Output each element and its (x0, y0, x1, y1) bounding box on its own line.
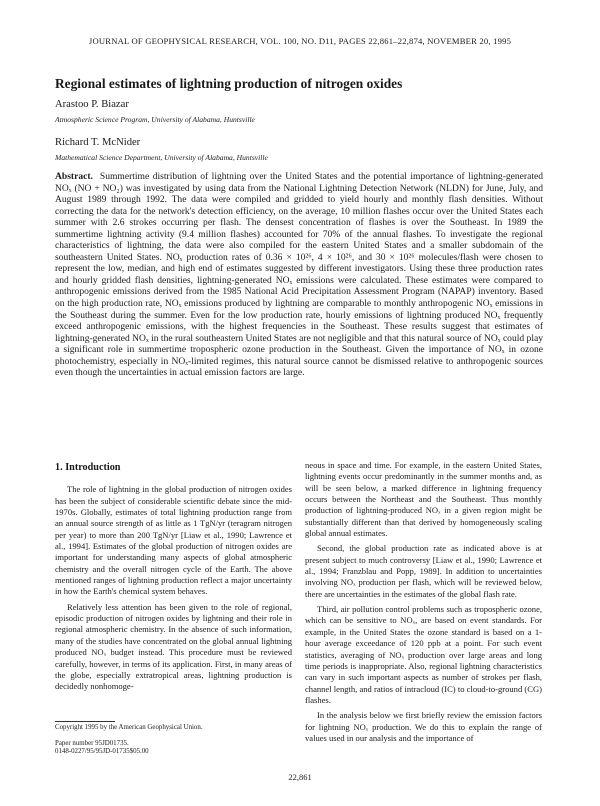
author-affiliation: Atmospheric Science Program, University of Alabama, Huntsville (55, 115, 255, 124)
abstract-text: Summertime distribution of lightning over the United States and the potential importance of lightning-generated NOₓ (NO + NO₂) was investigated by using data from the National Lightning Detection Network (NLDN) for June, July, and August 1989 through 1992. The data were compiled and gridded to yield hourly and monthly flash densities. Without correcting the data for the network's detection efficiency, on the average, 10 million flashes occur over the United States each summer with 2.6 strokes occurring per flash. The densest concentration of flashes is over the Southeast. In 1989 the summertime lightning activity (9.4 million flashes) accounted for 70% of the annual flashes. To investigate the regional characteristics of lightning, the data were also compiled for the eastern United States and a smaller subdomain of the southeastern United States. NOₓ production rates of 0.36 × 10²⁶, 4 × 10²⁶, and 30 × 10²⁶ molecules/flash were chosen to represent the low, median, and high end of estimates suggested by different investigators. Using these three production rates and hourly gridded flash densities, lightning-generated NOₓ emissions were calculated. These estimates were compared to anthropogenic emissions derived from the 1985 National Acid Precipitation Assessment Program (NAPAP) inventory. Based on the high production rate, NOₓ emissions produced by lightning are comparable to monthly anthropogenic NOₓ emissions in the Southeast during the summer. Even for the low production rate, hourly emissions of lightning produced NOₓ frequently exceed anthropogenic emissions, with the highest frequencies in the Southeast. These results suggest that estimates of lightning-generated NOₓ in the rural southeastern United States are not negligible and that this natural source of NOₓ could play a significant role in summertime tropospheric ozone production in the Southeast. Given the importance of NOₓ in ozone photochemistry, especially in NOₓ-limited regimes, this natural source cannot be dismissed relative to anthropogenic sources even though the uncertainties in actual emission factors are large. (55, 171, 543, 379)
body-paragraph: neous in space and time. For example, in the eastern United States, lightning events occur predominantly in the summer months and, as will be seen below, a marked difference in lightning frequency occurs between the Northeast and the Southeast. Thus monthly production of lightning-produced NOₓ in a given region might be substantially different than that derived by homogeneously scaling global annual estimates. (305, 460, 542, 539)
running-head: JOURNAL OF GEOPHYSICAL RESEARCH, VOL. 100, NO. D11, PAGES 22,861–22,874, NOVEMBER 20, 1995 (88, 36, 512, 46)
left-column (55, 462, 292, 693)
body-paragraph: Relatively less attention has been given to the role of regional, episodic production of nitrogen oxides by lightning and their role in regional atmospheric chemistry. In the absence of such information, many of the studies have concentrated on the global annual lightning produced NOₓ budget instead. This procedure must be reviewed carefully, however, in terms of its application. First, in many areas of the globe, especially extratropical areas, lightning production is decidedly nonhomoge- (55, 601, 292, 692)
article-title: Regional estimates of lightning production of nitrogen oxides (55, 76, 403, 91)
page-number: 22,861 (288, 772, 312, 782)
paper-number: Paper number 95JD01735. (55, 740, 129, 747)
author-affiliation: Mathematical Science Department, University of Alabama, Huntsville (55, 153, 268, 162)
footnote-divider (55, 721, 115, 722)
body-paragraph: Third, air pollution control problems such as tropospheric ozone, which can be sensitive to NOₓ, are based on event standards. For example, in the United States the ozone standard is based on a 1-hour average exceedance of 120 ppb at a point. For such event statistics, averaging of NOₓ production over large areas and long time periods is inappropriate. Also, regional lightning characteristics can vary in such important aspects as number of strokes per flash, channel length, and ratios of intracloud (IC) to cloud-to-ground (CG) flashes. (305, 604, 542, 705)
section-heading: 1. Introduction (55, 462, 121, 473)
issn-code: 0148-0227/95/95JD-01735$05.00 (55, 748, 149, 755)
copyright-notice: Copyright 1995 by the American Geophysical Union. (55, 724, 203, 731)
body-paragraph: In the analysis below we first briefly review the emission factors for lightning NOₓ production. We do this to explain the range of values used in our analysis and the importance of (305, 710, 542, 743)
author-name: Richard T. McNider (55, 137, 141, 148)
body-paragraph: Second, the global production rate as indicated above is at present subject to much controversy [Liaw et al., 1990; Lawrence et al., 1994; Franzblau and Popp, 1989]. In addition to uncertainties involving NOₓ production per flash, which will be reviewed below, there are uncertainties in the estimates of the global flash rate. (305, 543, 542, 599)
abstract-label: Abstract. (55, 171, 93, 182)
author-name: Arastoo P. Biazar (55, 99, 129, 110)
body-paragraph: The role of lightning in the global production of nitrogen oxides has been the subject of considerable scientific debate since the mid-1970s. Globally, estimates of total lightning production range from an annual source strength of as little as 1 TgN/yr (teragram nitrogen per year) to more than 200 TgN/yr [Liaw et al., 1990; Lawrence et al., 1994]. Estimates of the global production of nitrogen oxides are important for understanding many aspects of global atmospheric chemistry and the overall nitrogen cycle of the Earth. The above mentioned ranges of lightning production reflect a major uncertainty in how the Earth's chemical system behaves. (55, 484, 292, 597)
right-column (305, 460, 542, 744)
abstract (55, 171, 543, 379)
